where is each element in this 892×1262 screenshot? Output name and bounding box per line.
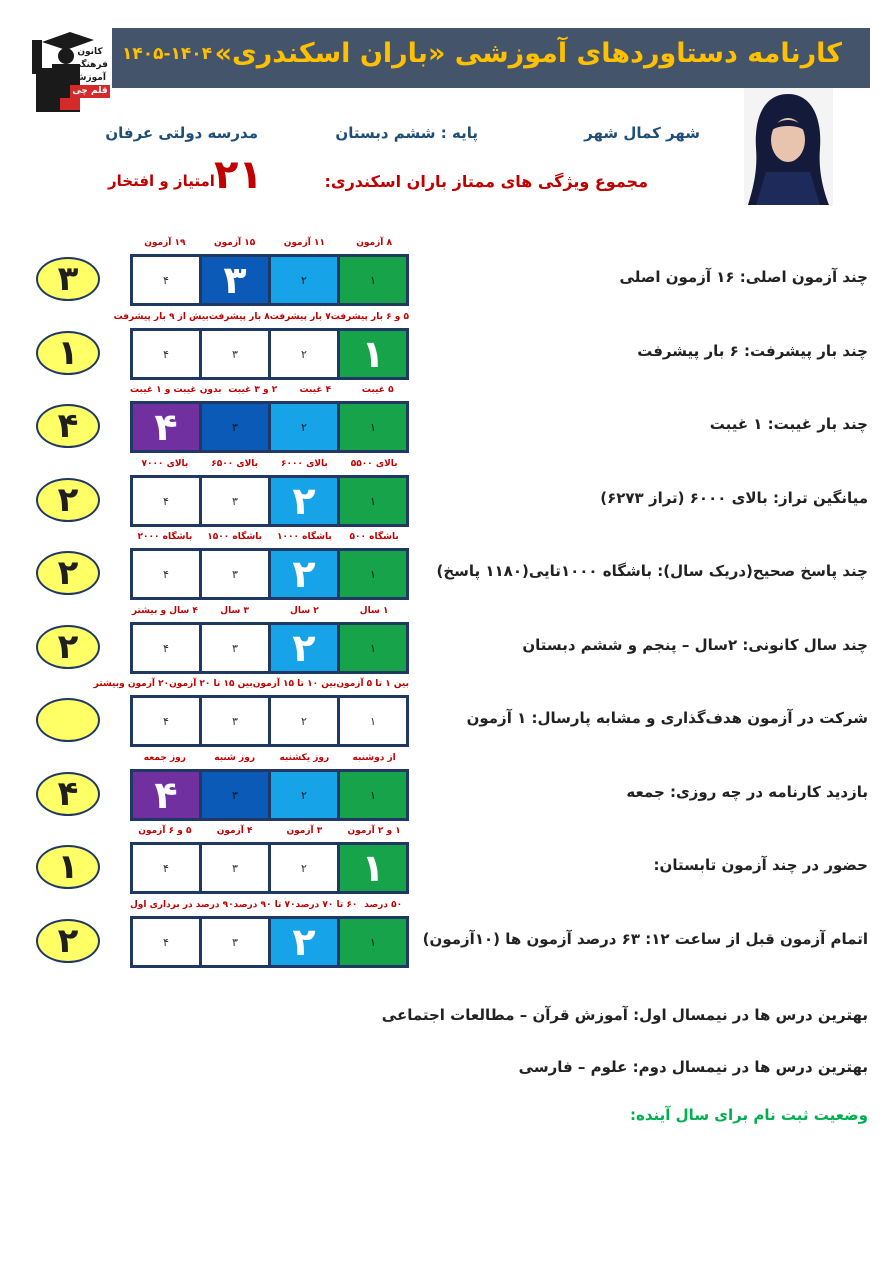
scale-cell: ۴ (133, 551, 199, 597)
scale-label: ۵۰ درصد (364, 900, 403, 910)
scale-cell: ۴ (133, 698, 199, 744)
scale-cell: ۴ (133, 625, 199, 671)
scale-cell: ۱ (340, 625, 406, 671)
scale-cell: ۳ (202, 698, 268, 744)
scale-labels (113, 312, 409, 326)
question-text: شرکت در آزمون هدف‌گذاری و مشابه پارسال: ۱ آزمون (466, 709, 868, 727)
scale-cell: ۱ (340, 404, 406, 450)
scale-labels (130, 238, 409, 252)
scale-cell: ۳ (202, 919, 268, 965)
scale-cell: ۲ (271, 478, 337, 524)
scale-cell: ۲ (271, 625, 337, 671)
score-circle: ۱ (36, 331, 100, 375)
score-label: امتیاز و افتخار (108, 172, 215, 190)
scale-cell: ۲ (271, 919, 337, 965)
scale-label: روز یکشنبه (279, 753, 330, 763)
scale-cell: ۳ (202, 551, 268, 597)
features-label: مجموع ویژگی های ممتاز باران اسکندری: (324, 172, 648, 191)
scale-labels (130, 385, 409, 399)
scale-label: ۳ آزمون (286, 826, 323, 836)
scale-cell: ۲ (271, 404, 337, 450)
scale-label: ۲ سال (290, 606, 319, 616)
total-score: ۲۱ (214, 152, 263, 198)
scale-label: ۲۰ آزمون وبیشتر (93, 679, 170, 689)
title-bar (112, 28, 870, 88)
scale-label: ۶۰ تا ۷۰ درصد (295, 900, 358, 910)
scale-table (130, 401, 409, 453)
logo-line: کانون (77, 47, 103, 57)
scale-cell: ۴ (133, 845, 199, 891)
score-circle: ۴ (36, 404, 100, 448)
scale-cell: ۱ (340, 772, 406, 818)
scale-cell: ۴ (133, 331, 199, 377)
scale-table (130, 842, 409, 894)
kanoon-logo (30, 28, 110, 112)
scale-cell: ۲ (271, 257, 337, 303)
best-subjects-second-term: بهترین درس ها در نیمسال دوم: علوم – فارسی (518, 1058, 868, 1076)
scale-table (130, 622, 409, 674)
scale-table (130, 254, 409, 306)
scale-cell: ۴ (133, 772, 199, 818)
scale-cell: ۱ (340, 845, 406, 891)
scale-label: باشگاه ۲۰۰۰ (137, 532, 193, 542)
school-label: مدرسه دولتی عرفان (105, 124, 258, 142)
score-circle: ۲ (36, 478, 100, 522)
scale-label: ۸ آزمون (356, 238, 393, 248)
score-circle: ۳ (36, 257, 100, 301)
scale-label: ۴ آزمون (216, 826, 253, 836)
scale-cell: ۳ (202, 331, 268, 377)
scale-table (130, 548, 409, 600)
scale-table (130, 695, 409, 747)
scale-cell: ۳ (202, 845, 268, 891)
scale-label: از دوشنبه (352, 753, 396, 763)
scale-label: ۴ سال و بیشتر (131, 606, 198, 616)
question-text: میانگین تراز: بالای ۶۰۰۰ (تراز ۶۲۷۳) (600, 489, 868, 507)
scale-cell: ۲ (271, 698, 337, 744)
page-title: کارنامه دستاوردهای آموزشی «باران اسکندری» (214, 38, 842, 69)
scale-cell: ۲ (271, 845, 337, 891)
question-text: چند بار پیشرفت: ۶ بار پیشرفت (637, 342, 868, 360)
scale-label: باشگاه ۵۰۰ (349, 532, 399, 542)
scale-table (130, 916, 409, 968)
scale-cell: ۱ (340, 478, 406, 524)
scale-label: ۵ و ۶ آزمون (138, 826, 192, 836)
scale-cell: ۲ (271, 772, 337, 818)
scale-label: ۵ غیبت (361, 385, 394, 395)
score-circle: ۴ (36, 772, 100, 816)
scale-cell: ۱ (340, 698, 406, 744)
scale-label: باشگاه ۱۰۰۰ (277, 532, 332, 542)
scale-labels (130, 753, 409, 767)
scale-label: بالای ۵۵۰۰ (350, 459, 398, 469)
scale-cell: ۳ (202, 257, 268, 303)
scale-label: بالای ۷۰۰۰ (141, 459, 189, 469)
scale-label: بیش از ۹ بار پیشرفت (113, 312, 209, 322)
scale-label: ۵ و ۶ بار پیشرفت (330, 312, 409, 322)
scale-label: باشگاه ۱۵۰۰ (207, 532, 262, 542)
scale-cell: ۴ (133, 404, 199, 450)
question-text: چند بار غیبت: ۱ غیبت (709, 415, 868, 433)
scale-cell: ۳ (202, 625, 268, 671)
question-text: اتمام آزمون قبل از ساعت ۱۲: ۶۳ درصد آزمون ها (۱۰آزمون) (422, 930, 868, 948)
scale-label: ۳ سال (220, 606, 249, 616)
scale-label: ۱۱ آزمون (283, 238, 326, 248)
scale-label: ۱ و ۲ آزمون (347, 826, 401, 836)
scale-label: بین ۱۵ تا ۲۰ آزمون (169, 679, 253, 689)
scale-cell: ۴ (133, 919, 199, 965)
scale-cell: ۳ (202, 772, 268, 818)
scale-label: ۲ و ۳ غیبت (228, 385, 278, 395)
scale-table (130, 769, 409, 821)
scale-label: ۷ بار پیشرفت (269, 312, 331, 322)
scale-labels (93, 679, 409, 693)
scale-labels (130, 826, 409, 840)
logo-line: قلم چی (70, 85, 110, 98)
logo-line: فرهنگی (72, 60, 108, 70)
scale-labels (130, 459, 409, 473)
student-photo (744, 88, 833, 205)
scale-labels (130, 900, 409, 914)
score-circle: ۲ (36, 919, 100, 963)
scale-label: روز جمعه (143, 753, 186, 763)
scale-cell: ۲ (271, 551, 337, 597)
scale-cell: ۳ (202, 404, 268, 450)
score-circle: ۲ (36, 551, 100, 595)
scale-cell: ۴ (133, 478, 199, 524)
scale-cell: ۲ (271, 331, 337, 377)
scale-label: روز شنبه (214, 753, 255, 763)
scale-label: ۱۹ آزمون (144, 238, 186, 248)
scale-cell: ۳ (202, 478, 268, 524)
scale-labels (130, 606, 409, 620)
scale-label: ۴ غیبت (299, 385, 332, 395)
city-label: شهر کمال شهر (584, 124, 700, 142)
question-text: بازدید کارنامه در چه روزی: جمعه (626, 783, 868, 801)
scale-cell: ۱ (340, 331, 406, 377)
scale-label: بالای ۶۵۰۰ (211, 459, 259, 469)
best-subjects-first-term: بهترین درس ها در نیمسال اول: آموزش قرآن – مطالعات اجتماعی (381, 1006, 868, 1024)
scale-cell: ۱ (340, 257, 406, 303)
scale-label: ۱۵ آزمون (213, 238, 256, 248)
scale-label: بین ۱ تا ۵ آزمون (336, 679, 409, 689)
scale-label: ۱ سال (359, 606, 389, 616)
scale-table (130, 475, 409, 527)
academic-year: ۱۴۰۵-۱۴۰۴ (122, 44, 213, 64)
logo-line: آموزش (74, 73, 106, 83)
scale-label: بدون غیبت و ۱ غیبت (130, 385, 222, 395)
question-text: چند پاسخ صحیح(دریک سال): باشگاه ۱۰۰۰تایی(۱۱۸۰ پاسخ) (436, 562, 868, 580)
score-circle (36, 698, 100, 742)
scale-label: ۸ بار پیشرفت (208, 312, 270, 322)
scale-label: بالای ۶۰۰۰ (280, 459, 328, 469)
scale-label: ۹۰ درصد در برداری اول (130, 900, 234, 910)
grade-label: پایه : ششم دبستان (335, 124, 478, 142)
scale-labels (130, 532, 409, 546)
scale-cell: ۴ (133, 257, 199, 303)
scale-label: ۷۰ تا ۹۰ درصد (233, 900, 296, 910)
question-text: چند آزمون اصلی: ۱۶ آزمون اصلی (619, 268, 868, 286)
score-circle: ۲ (36, 625, 100, 669)
question-text: حضور در چند آزمون تابستان: (653, 856, 868, 874)
scale-cell: ۱ (340, 919, 406, 965)
question-text: چند سال کانونی: ۲سال – پنجم و ششم دبستان (522, 636, 868, 654)
scale-cell: ۱ (340, 551, 406, 597)
score-circle: ۱ (36, 845, 100, 889)
registration-status: وضعیت ثبت نام برای سال آینده: (630, 1106, 868, 1124)
scale-table (130, 328, 409, 380)
scale-label: بین ۱۰ تا ۱۵ آزمون (252, 679, 337, 689)
